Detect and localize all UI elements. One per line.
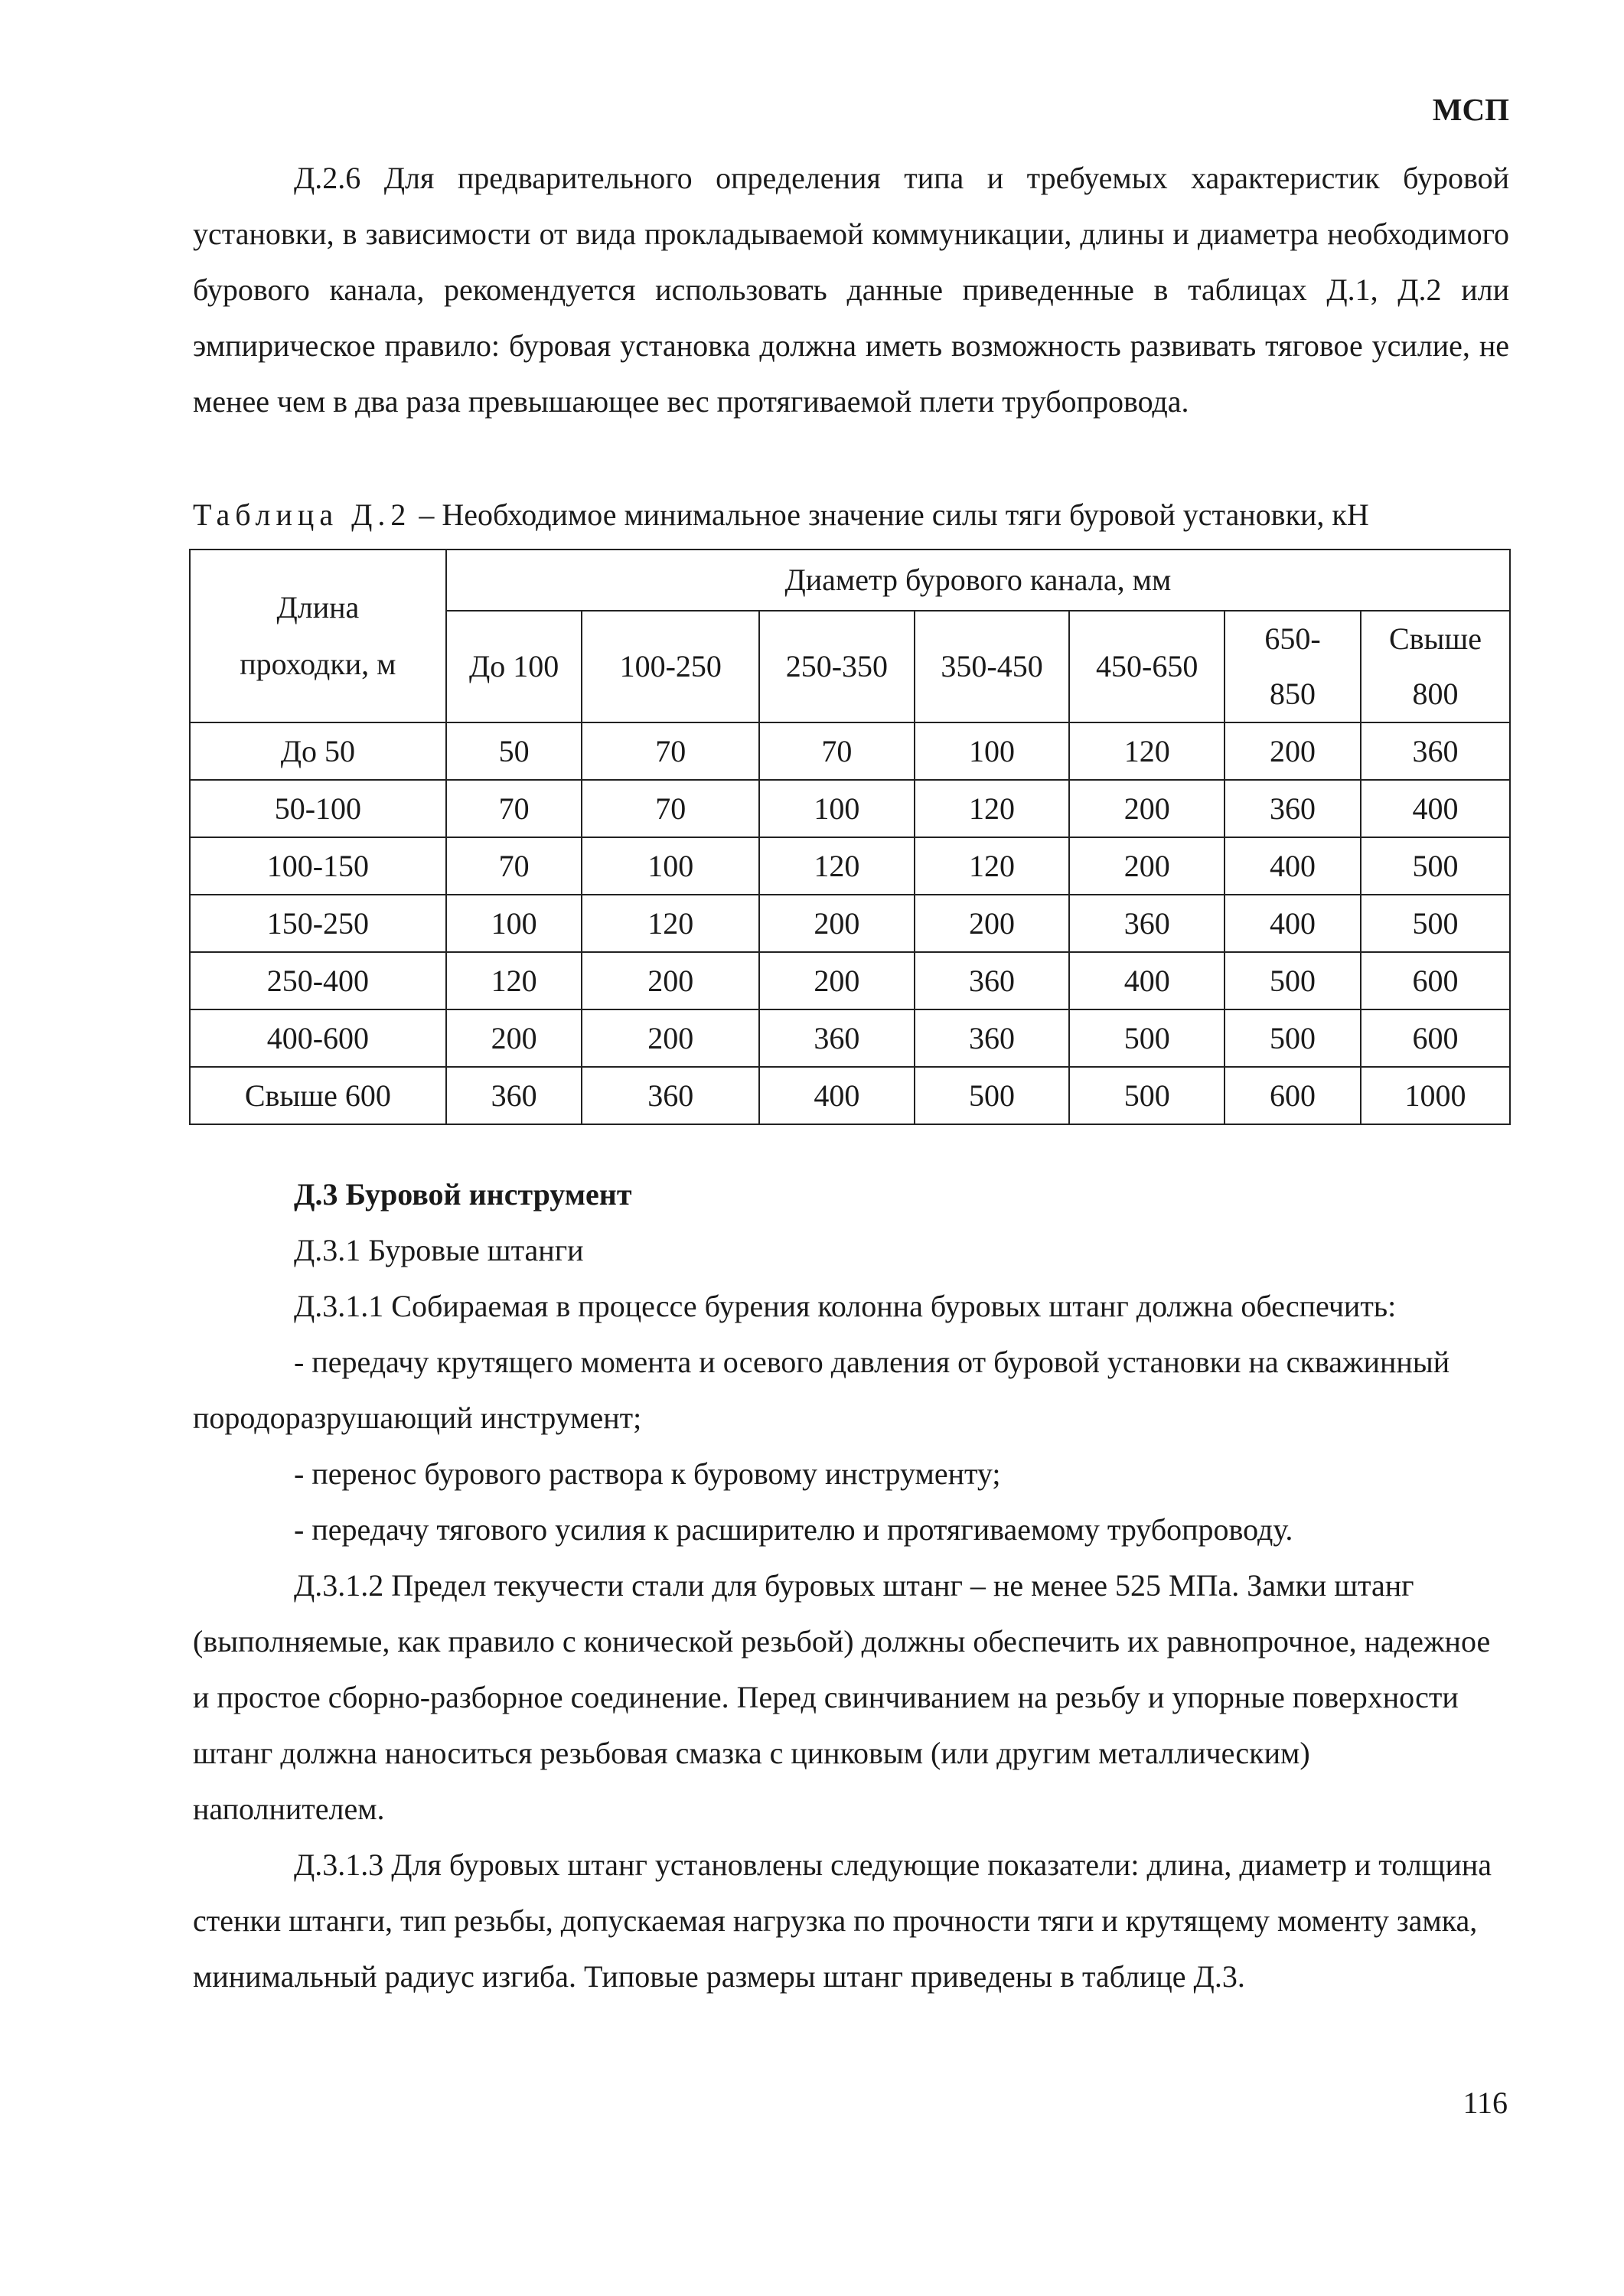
table-row <box>190 952 1510 1009</box>
table-cell-length: 250-400 <box>190 952 446 1009</box>
table-cell: 600 <box>1361 1009 1510 1067</box>
column-header: 250-350 <box>759 611 915 722</box>
section-title: Д.3 Буровой инструмент <box>294 1177 632 1212</box>
table-cell: 360 <box>582 1067 759 1124</box>
table-row <box>190 1009 1510 1067</box>
table-cell-length: До 50 <box>190 722 446 780</box>
table-cell: 360 <box>1361 722 1510 780</box>
bullet-item: - передачу тягового усилия к расширителю и протягиваемому трубопроводу. <box>294 1512 1293 1547</box>
table-cell-length: 100-150 <box>190 837 446 895</box>
table-cell: 120 <box>1069 722 1225 780</box>
table-cell: 1000 <box>1361 1067 1510 1124</box>
table-cell: 500 <box>915 1067 1070 1124</box>
column-header: Свыше 800 <box>1361 611 1510 722</box>
table-cell: 400 <box>759 1067 915 1124</box>
table-cell: 360 <box>915 952 1070 1009</box>
table-cell: 200 <box>1069 837 1225 895</box>
table-cell: 360 <box>759 1009 915 1067</box>
table-cell: 100 <box>759 780 915 837</box>
table-cell: 120 <box>582 895 759 952</box>
table-row <box>190 722 1510 780</box>
table-cell: 70 <box>582 780 759 837</box>
paragraph-d-3-1-3: Д.3.1.3 Для буровых штанг установлены следующие показатели: длина, диаметр и толщина стенки штанги, тип резьбы, допускаемая нагрузка по прочности тяги и крутящему моменту замка, минимальный радиус изгиба. Типовые размеры штанг приведены в таблице Д.3. <box>193 1848 1492 1994</box>
table-cell: 600 <box>1361 952 1510 1009</box>
table-cell: 120 <box>915 780 1070 837</box>
table-cell: 200 <box>759 895 915 952</box>
table-cell: 500 <box>1361 895 1510 952</box>
table-cell-length: 50-100 <box>190 780 446 837</box>
table-cell: 200 <box>759 952 915 1009</box>
page-number: 116 <box>1463 2086 1508 2120</box>
table-caption-text: – Необходимое минимальное значение силы тяги буровой установки, кН <box>411 497 1369 532</box>
table-row <box>190 1067 1510 1124</box>
column-header: 350-450 <box>915 611 1070 722</box>
paragraph-d-2-6: Д.2.6 Для предварительного определения типа и требуемых характеристик буровой установки, в зависимости от вида прокладываемой коммуникации, длины и диаметра необходимого бурового канала, рекомендуется использовать данные приведенные в таблицах Д.1, Д.2 или эмпирическое правило: буровая установка должна иметь возможность развивать тяговое усилие, не менее чем в два раза превышающее вес протягиваемой плети трубопровода. <box>193 161 1509 419</box>
column-header: 100-250 <box>582 611 759 722</box>
table-cell: 500 <box>1225 1009 1361 1067</box>
table-cell: 600 <box>1225 1067 1361 1124</box>
table-cell: 50 <box>446 722 582 780</box>
column-header: До 100 <box>446 611 582 722</box>
paragraph-d-3-1-2: Д.3.1.2 Предел текучести стали для буровых штанг – не менее 525 МПа. Замки штанг (выполняемые, как правило с конической резьбой) должны обеспечить их равнопрочное, надежное и простое сборно-разборное соединение. Перед свинчиванием на резьбу и упорные поверхности штанг должна наноситься резьбовая смазка с цинковым (или другим металлическим) наполнителем. <box>193 1568 1491 1826</box>
row-header-length: Длина проходки, м <box>190 550 446 722</box>
table-cell: 100 <box>446 895 582 952</box>
table-row <box>190 780 1510 837</box>
bullet-item: - перенос бурового раствора к буровому инструменту; <box>294 1456 1001 1491</box>
table-cell: 400 <box>1361 780 1510 837</box>
table-cell: 120 <box>759 837 915 895</box>
table-cell: 360 <box>915 1009 1070 1067</box>
table-cell: 70 <box>582 722 759 780</box>
subsection-title: Д.3.1 Буровые штанги <box>294 1233 584 1267</box>
table-cell: 70 <box>759 722 915 780</box>
table-cell: 200 <box>1069 780 1225 837</box>
table-cell: 100 <box>915 722 1070 780</box>
column-header: 650-850 <box>1225 611 1361 722</box>
table-cell: 400 <box>1225 895 1361 952</box>
table-cell: 360 <box>1225 780 1361 837</box>
table-cell-length: 400-600 <box>190 1009 446 1067</box>
section-d-3 <box>193 1166 1509 2004</box>
table-cell-length: 150-250 <box>190 895 446 952</box>
table-cell: 100 <box>582 837 759 895</box>
traction-force-table <box>189 549 1511 1125</box>
table-row <box>190 837 1510 895</box>
table-cell: 500 <box>1361 837 1510 895</box>
column-header: 450-650 <box>1069 611 1225 722</box>
table-cell: 200 <box>915 895 1070 952</box>
table-cell-length: Свыше 600 <box>190 1067 446 1124</box>
table-cell: 200 <box>1225 722 1361 780</box>
table-cell: 360 <box>1069 895 1225 952</box>
table-cell: 200 <box>582 1009 759 1067</box>
group-header-diameter: Диаметр бурового канала, мм <box>446 550 1510 611</box>
table-cell: 500 <box>1069 1009 1225 1067</box>
table-cell: 500 <box>1069 1067 1225 1124</box>
bullet-item: - передачу крутящего момента и осевого давления от буровой установки на скважинный породоразрушающий инструмент; <box>193 1345 1450 1435</box>
table-row <box>190 895 1510 952</box>
paragraph-d-3-1-1: Д.3.1.1 Собираемая в процессе бурения колонна буровых штанг должна обеспечить: <box>294 1289 1397 1323</box>
table-cell: 120 <box>915 837 1070 895</box>
table-cell: 500 <box>1225 952 1361 1009</box>
table-cell: 200 <box>446 1009 582 1067</box>
table-cell: 70 <box>446 780 582 837</box>
table-caption-label: Таблица Д.2 <box>193 497 412 532</box>
table-cell: 400 <box>1225 837 1361 895</box>
table-cell: 70 <box>446 837 582 895</box>
table-cell: 120 <box>446 952 582 1009</box>
table-cell: 200 <box>582 952 759 1009</box>
table-cell: 400 <box>1069 952 1225 1009</box>
intro-block <box>193 150 1509 429</box>
table-caption <box>193 492 1509 538</box>
document-code: МСП <box>1432 92 1509 127</box>
table-cell: 360 <box>446 1067 582 1124</box>
